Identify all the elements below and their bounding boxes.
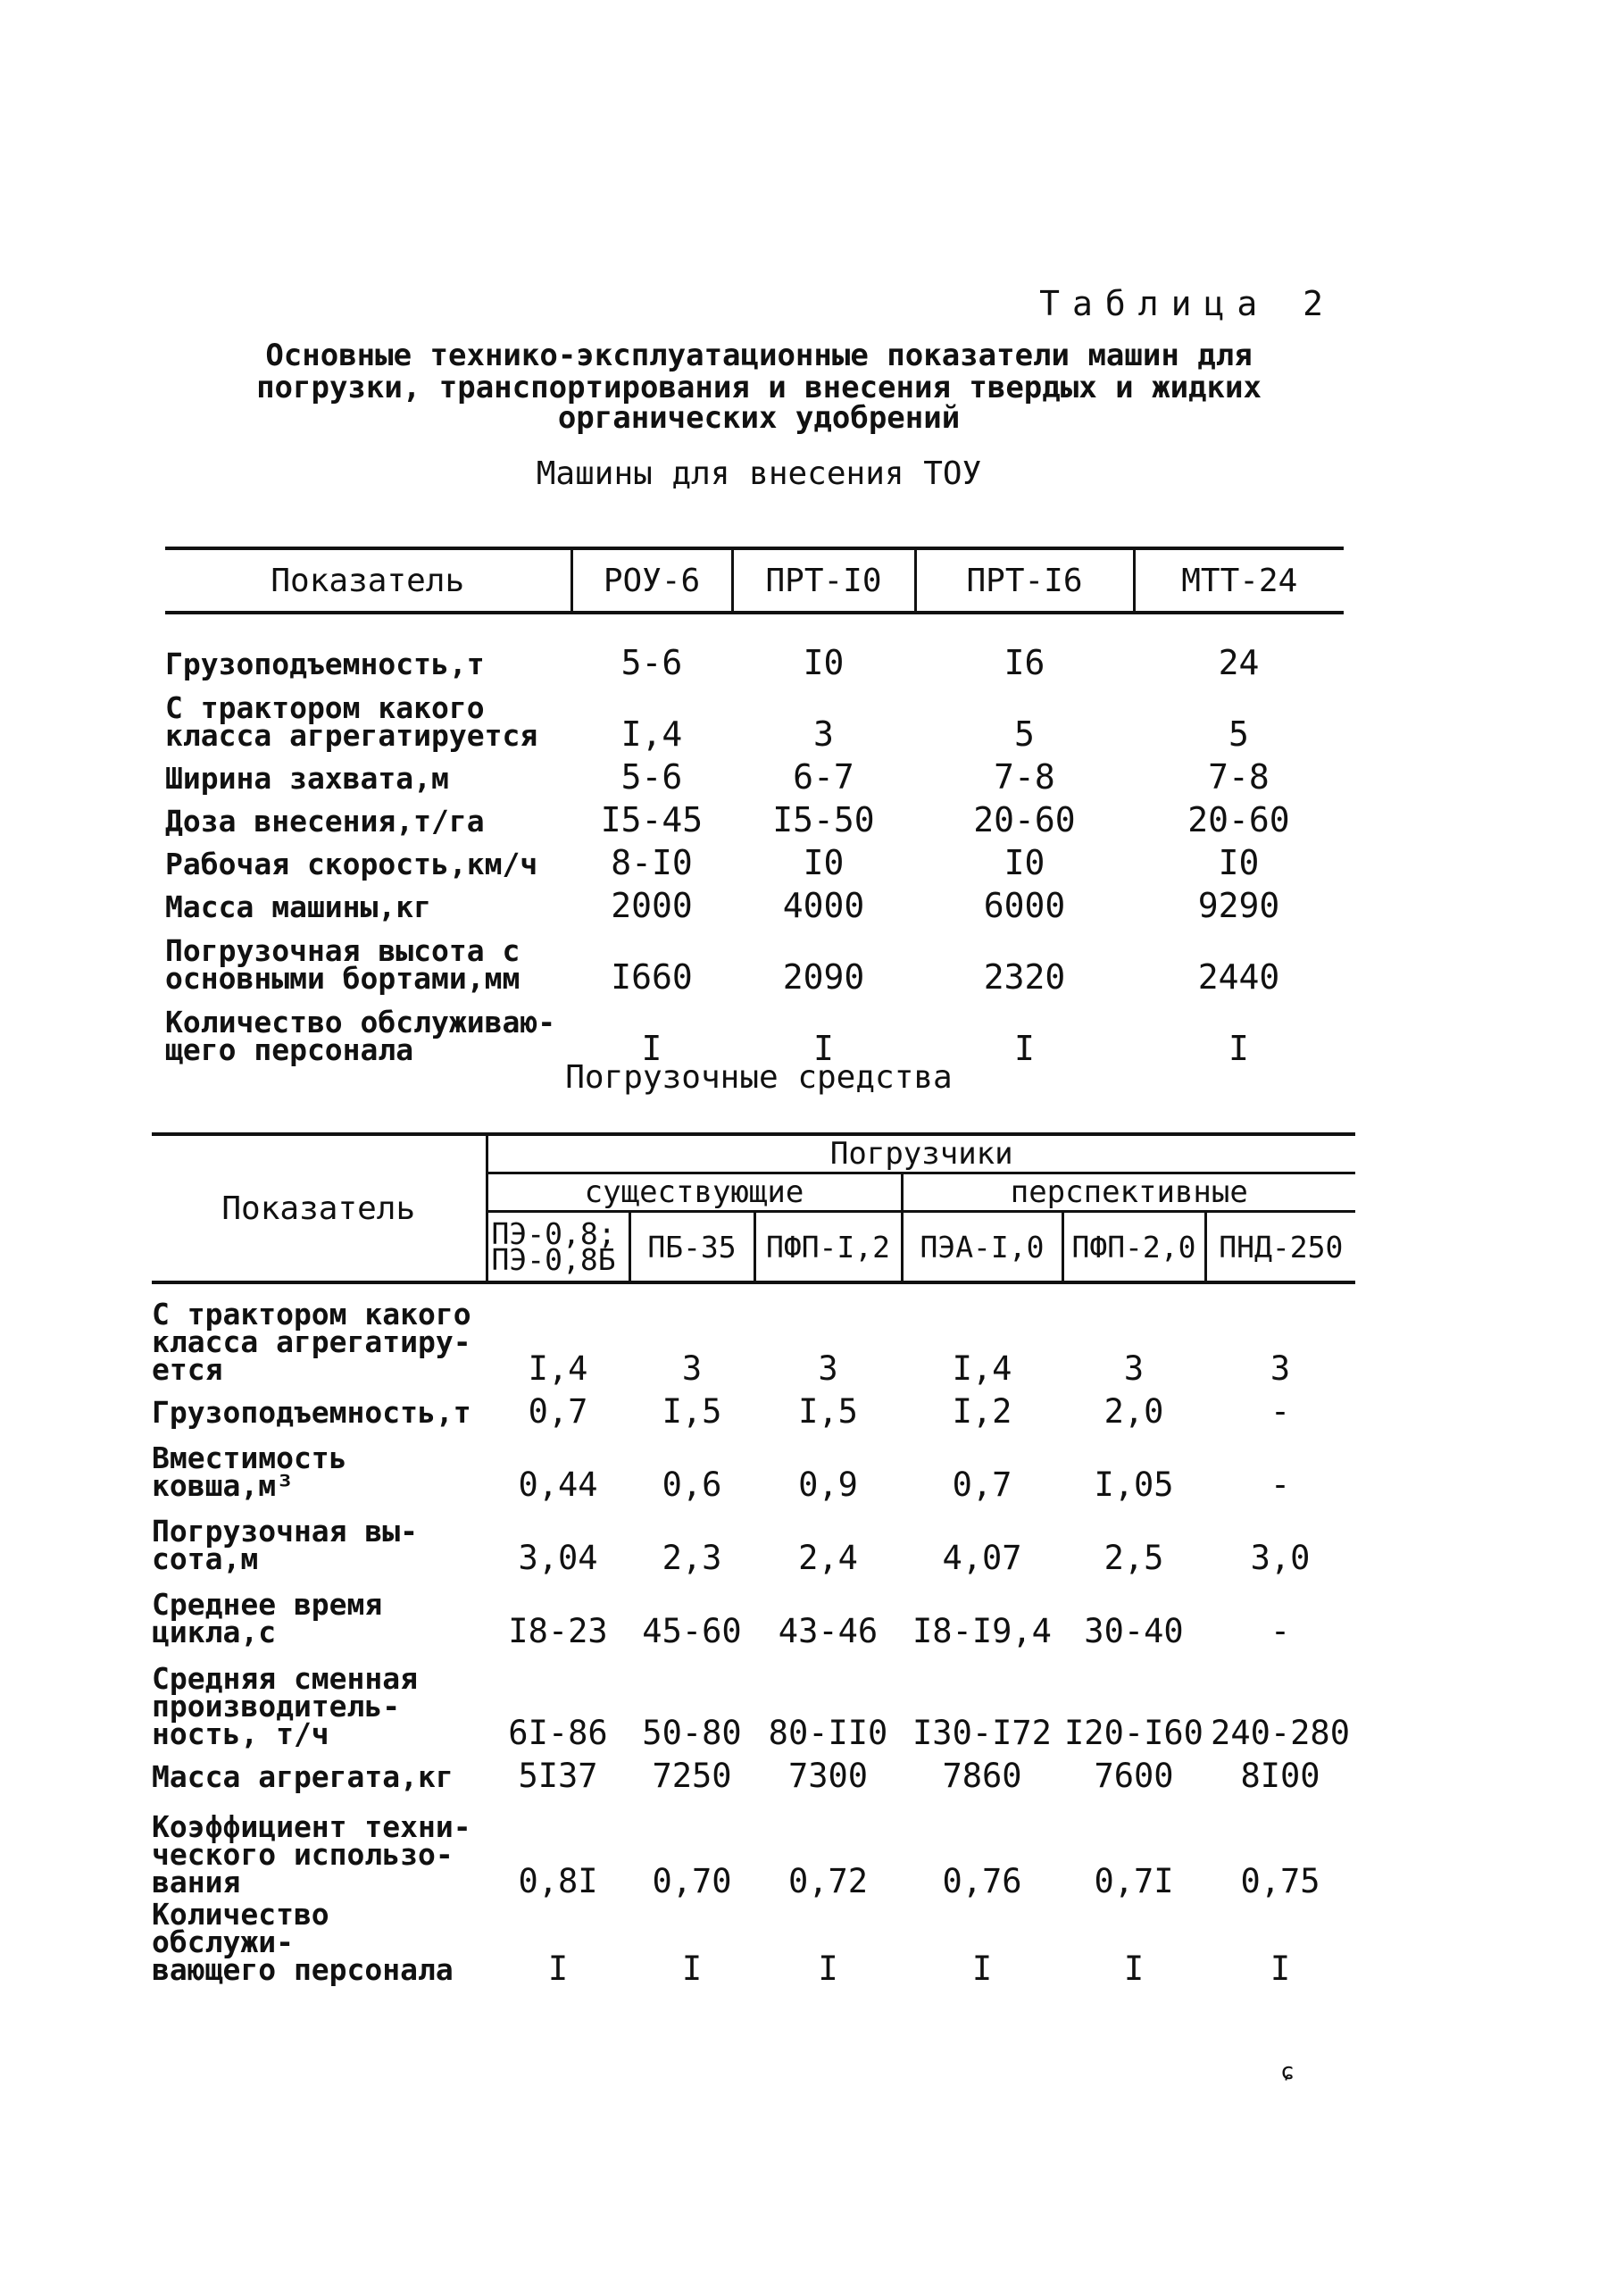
table2-header-pnd250: ПНД-250 — [1205, 1212, 1355, 1283]
cell: I30-I72 — [912, 1714, 1052, 1752]
row-label: С трактором какого класса агрегатируется — [165, 690, 538, 753]
cell: 50-80 — [642, 1714, 742, 1752]
cell: 3,0 — [1250, 1539, 1311, 1577]
cell: 3,04 — [518, 1539, 598, 1577]
loaders-table — [152, 1132, 1355, 1988]
table-row — [152, 1650, 1355, 1752]
table-row — [165, 613, 1344, 682]
table-row — [165, 839, 1344, 882]
cell: I,4 — [952, 1349, 1012, 1388]
cell: 0,6 — [662, 1465, 722, 1504]
table-row — [152, 1752, 1355, 1795]
table-row — [152, 1431, 1355, 1504]
cell: 0,44 — [518, 1465, 598, 1504]
cell: 5-6 — [620, 643, 683, 682]
cell: 240-280 — [1211, 1714, 1350, 1752]
cell: 24 — [1218, 643, 1260, 682]
cell: 2000 — [611, 886, 693, 925]
row-label: Доза внесения,т/га — [165, 804, 485, 839]
table1-header-rou6: РОУ-6 — [571, 548, 732, 613]
cell: I,4 — [620, 714, 683, 754]
cell: I6 — [1004, 643, 1045, 682]
cell: 0,9 — [798, 1465, 858, 1504]
table-row — [152, 1388, 1355, 1431]
cell: I — [547, 1950, 569, 1988]
cell: 30-40 — [1084, 1612, 1184, 1650]
row-label: Грузоподъемность,т — [165, 647, 485, 681]
cell: I0 — [803, 643, 845, 682]
cell: I — [1270, 1950, 1291, 1988]
cell: 0,75 — [1240, 1862, 1320, 1900]
cell: 0,72 — [787, 1862, 869, 1900]
row-label: Масса агрегата,кг — [152, 1759, 454, 1794]
cell: 45-60 — [642, 1612, 742, 1650]
cell: I0 — [1218, 843, 1260, 882]
title-line-2: погрузки, транспортирования и внесения твердых и жидких — [256, 370, 1262, 405]
table-row — [165, 997, 1344, 1068]
cell: 3 — [818, 1349, 838, 1388]
cell: 7-8 — [994, 757, 1055, 797]
cell: 20-60 — [1187, 800, 1290, 839]
cell: 3 — [1270, 1349, 1291, 1388]
table1-header-indicator: Показатель — [165, 548, 571, 613]
cell: I,2 — [952, 1392, 1012, 1431]
cell: 0,7 — [952, 1465, 1012, 1504]
cell: 4000 — [782, 886, 865, 925]
table2-header-loaders: Погрузчики — [487, 1134, 1355, 1173]
cell: 2,0 — [1103, 1392, 1164, 1431]
table2-header-existing: существующие — [487, 1173, 902, 1212]
cell: 2090 — [782, 957, 865, 997]
cell: I5-50 — [772, 800, 875, 839]
table2-header-pb35: ПБ-35 — [629, 1212, 754, 1283]
cell: 0,7 — [528, 1392, 588, 1431]
table2-header-pfp12: ПФП-I,2 — [754, 1212, 902, 1283]
cell: I8-I9,4 — [912, 1612, 1052, 1650]
cell: 2,4 — [798, 1539, 858, 1577]
machines-table — [165, 547, 1344, 1068]
cell: I — [813, 1029, 834, 1068]
cell: 7300 — [787, 1757, 869, 1795]
cell: I660 — [611, 957, 693, 997]
title-line-1: Основные технико-эксплуатационные показатели машин для — [265, 338, 1253, 373]
cell: I — [1228, 1029, 1249, 1068]
cell: 80-II0 — [768, 1714, 888, 1752]
cell: I0 — [1004, 843, 1045, 882]
row-label: Количество обслужи- вающего персонала — [152, 1897, 454, 1987]
cell: I — [641, 1029, 662, 1068]
cell: 0,76 — [942, 1862, 1022, 1900]
table-row — [165, 754, 1344, 797]
cell: I8-23 — [508, 1612, 608, 1650]
cell: I — [681, 1950, 703, 1988]
table2-header-indicator: Показатель — [152, 1134, 487, 1282]
table-row — [165, 682, 1344, 754]
table1-header-prt16: ПРТ-I6 — [915, 548, 1134, 613]
row-label: Количество обслуживаю- щего персонала — [165, 1005, 556, 1067]
table-row — [152, 1504, 1355, 1577]
cell: 0,7I — [1094, 1862, 1174, 1900]
cell: I — [971, 1950, 993, 1988]
cell: 3 — [681, 1349, 703, 1388]
cell: 5 — [1014, 714, 1035, 754]
cell: 5-6 — [620, 757, 683, 797]
cell: - — [1270, 1465, 1291, 1504]
title-line-3: органических удобрений — [557, 400, 961, 436]
cell: 8I00 — [1240, 1757, 1320, 1795]
table1-caption: Машины для внесения ТОУ — [536, 455, 982, 492]
row-label: Коэффициент техни- ческого использо- вания — [152, 1809, 471, 1899]
table-row — [152, 1282, 1355, 1388]
cell: I5-45 — [600, 800, 704, 839]
cell: 0,70 — [652, 1862, 732, 1900]
cell: 7250 — [652, 1757, 732, 1795]
cell: 3 — [813, 714, 834, 754]
cell: 6000 — [983, 886, 1066, 925]
row-label: Средняя сменная производитель- ность, т/ч — [152, 1661, 419, 1751]
cell: 5 — [1228, 714, 1249, 754]
cell: 7-8 — [1208, 757, 1270, 797]
table1-header-row — [165, 548, 1344, 613]
cell: I,4 — [528, 1349, 588, 1388]
cell: I — [1014, 1029, 1035, 1068]
cell: 7860 — [942, 1757, 1022, 1795]
page-mark: ɕ — [1280, 2058, 1295, 2085]
cell: I,5 — [662, 1392, 722, 1431]
row-label: Грузоподъемность,т — [152, 1395, 471, 1430]
cell: 4,07 — [942, 1539, 1022, 1577]
cell: 5I37 — [518, 1757, 598, 1795]
cell: 9290 — [1197, 886, 1280, 925]
cell: 0,8I — [518, 1862, 598, 1900]
row-label: С трактором какого класса агрегатиру- ется — [152, 1297, 471, 1387]
cell: I0 — [803, 843, 845, 882]
cell: - — [1270, 1392, 1291, 1431]
cell: 8-I0 — [611, 843, 693, 882]
row-label: Среднее время цикла,с — [152, 1587, 383, 1649]
table2-header-row-1 — [152, 1134, 1355, 1173]
row-label: Погрузочная вы- сота,м — [152, 1514, 419, 1576]
cell: 2320 — [983, 957, 1066, 997]
table1-header-mtt24: МТТ-24 — [1134, 548, 1344, 613]
cell: 6I-86 — [508, 1714, 608, 1752]
cell: - — [1270, 1612, 1291, 1650]
table1-header-prt10: ПРТ-I0 — [732, 548, 915, 613]
row-label: Ширина захвата,м — [165, 761, 449, 796]
cell: I,5 — [798, 1392, 858, 1431]
cell: 2,5 — [1103, 1539, 1164, 1577]
table-row — [165, 925, 1344, 997]
cell: I20-I60 — [1064, 1714, 1203, 1752]
row-label: Рабочая скорость,км/ч — [165, 847, 538, 881]
cell: I,05 — [1094, 1465, 1174, 1504]
cell: 3 — [1123, 1349, 1145, 1388]
cell: I — [818, 1950, 838, 1988]
table-row — [152, 1577, 1355, 1650]
row-label: Вместимость ковша,м³ — [152, 1440, 347, 1503]
cell: 2440 — [1197, 957, 1280, 997]
table-row — [165, 797, 1344, 839]
table2-header-pea10: ПЭА-I,0 — [902, 1212, 1062, 1283]
cell: I — [1123, 1950, 1145, 1988]
row-label: Погрузочная высота с основными бортами,мм — [165, 933, 521, 996]
table2-header-prospective: перспективные — [902, 1173, 1355, 1212]
table-row — [152, 1900, 1355, 1988]
table2-caption: Погрузочные средства — [565, 1059, 953, 1096]
cell: 20-60 — [973, 800, 1076, 839]
cell: 2,3 — [662, 1539, 722, 1577]
table-row — [152, 1795, 1355, 1900]
table2-header-pe08: ПЭ-0,8; ПЭ-0,8Б — [487, 1212, 629, 1283]
cell: 43-46 — [778, 1612, 879, 1650]
table-number-label: Таблица 2 — [1039, 284, 1336, 323]
table-row — [165, 882, 1344, 925]
row-label: Масса машины,кг — [165, 889, 432, 924]
cell: 7600 — [1094, 1757, 1174, 1795]
cell: 6-7 — [793, 757, 854, 797]
table2-header-pfp20: ПФП-2,0 — [1062, 1212, 1205, 1283]
